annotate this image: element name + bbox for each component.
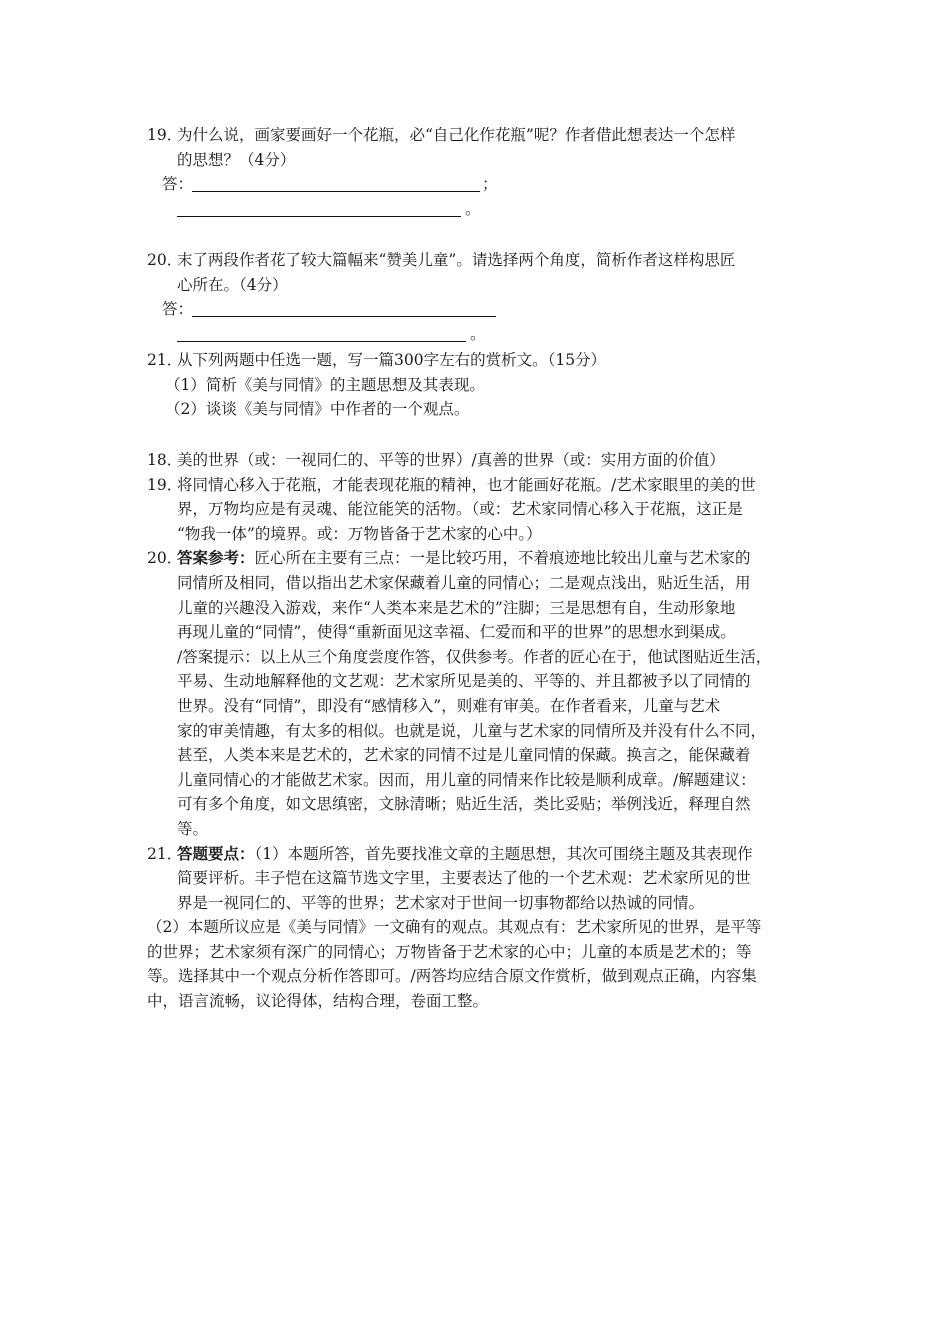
- question-number: 21．: [147, 351, 183, 369]
- answer-text: 界是一视同仁的、平等的世界；艺术家对于世间一切事物都给以热诚的同情。: [177, 893, 705, 912]
- answer-punctuation: ；: [482, 175, 498, 194]
- answer-text: 甚至，人类本来是艺术的，艺术家的同情不过是儿童同情的保藏。换言之，能保藏着: [177, 746, 751, 765]
- question-text: 为什么说，画家要画好一个花瓶，必“自己化作花瓶”呢？作者借此想表达一个怎样: [177, 126, 736, 144]
- question-20: [147, 248, 817, 346]
- question-19: [147, 123, 817, 221]
- answer-text-first: [177, 842, 753, 867]
- answer-blank[interactable]: [192, 174, 480, 192]
- answer-text: 可有多个角度，如文思缜密，文脉清晰；贴近生活，类比妥贴；举例浅近，释理自然: [177, 795, 751, 814]
- answer-text: 等。选择其中一个观点分析作答即可。/两答均应结合原文作赏析，做到观点正确，内容集: [147, 967, 757, 986]
- answer-text: 中，语言流畅，议论得体，结构合理，卷面工整。: [147, 992, 489, 1011]
- answer-label: 答：: [162, 300, 194, 319]
- question-text: 末了两段作者花了较大篇幅来“赞美儿童”。请选择两个角度，简析作者这样构思匠: [177, 251, 736, 269]
- answer-punctuation: 。: [465, 199, 481, 218]
- answer-number: 21．: [147, 844, 183, 863]
- answer-text: 匠心所在主要有三点：一是比较巧用，不着痕迹地比较出儿童与艺术家的: [254, 549, 751, 568]
- answer-18: [147, 448, 817, 473]
- question-21: [147, 348, 817, 422]
- answer-label: 答：: [162, 175, 194, 194]
- question-number: 19．: [147, 126, 183, 144]
- answer-text: 平易、生动地解释他的文艺观：艺术家所见是美的、平等的、并且都被予以了同情的: [177, 672, 751, 691]
- answer-text: 家的审美情趣，有太多的相似。也就是说，儿童与艺术家的同情所及并没有什么不同，: [177, 721, 767, 740]
- question-option-2: （2）谈谈《美与同情》中作者的一个观点。: [165, 400, 470, 419]
- answer-21: [147, 842, 817, 867]
- answer-text: 等。: [177, 819, 209, 838]
- answer-number: 20．: [147, 549, 183, 568]
- answer-text-first: [177, 546, 751, 571]
- answer-text: 美的世界（或：一视同仁的、平等的世界）/真善的世界（或：实用方面的价值）: [177, 451, 725, 469]
- answer-number: 18．: [147, 451, 183, 469]
- answer-text: 的世界；艺术家须有深广的同情心；万物皆备于艺术家的心中；儿童的本质是艺术的；等: [147, 942, 752, 961]
- answer-key: [147, 448, 817, 1014]
- question-number: 20．: [147, 251, 183, 269]
- answer-blank[interactable]: [177, 199, 461, 217]
- answer-text: 同情所及相同，借以指出艺术家保藏着儿童的同情心；二是观点浅出，贴近生活，用: [177, 573, 751, 592]
- question-option-1: （1）简析《美与同情》的主题思想及其表现。: [165, 375, 485, 394]
- answer-blank[interactable]: [177, 324, 466, 342]
- answer-19: [147, 473, 817, 498]
- answer-text: 儿童的兴趣没入游戏，来作“人类本来是艺术的”注脚；三是思想有自，生动形象地: [177, 598, 736, 617]
- answer-text: 界，万物均应是有灵魂、能泣能笑的活物。（或：艺术家同情心移入于花瓶，这正是: [177, 500, 743, 519]
- answer-text: 简要评析。丰子恺在这篇节选文字里，主要表达了他的一个艺术观：艺术家所见的世: [177, 869, 751, 888]
- question-text: 从下列两题中任选一题，写一篇300字左右的赏析文。（15分）: [177, 351, 607, 369]
- answer-text: （1）本题所答，首先要找准文章的主题思想，其次可围绕主题及其表现作: [254, 844, 753, 863]
- answer-text: /答案提示：以上从三个角度尝度作答，仅供参考。作者的匠心在于，他试图贴近生活，: [177, 647, 772, 666]
- answer-20: [147, 546, 817, 571]
- answer-bold-label: 答题要点：: [177, 843, 255, 863]
- answer-text: “物我一体”的境界。或：万物皆备于艺术家的心中。）: [177, 524, 542, 543]
- answer-text: 将同情心移入于花瓶，才能表现花瓶的精神，也才能画好花瓶。/艺术家眼里的美的世: [177, 475, 756, 494]
- question-text: 心所在。（4分）: [177, 275, 288, 294]
- answer-punctuation: 。: [470, 324, 486, 343]
- answer-text: 世界。没有“同情”，即没有“感情移入”，则难有审美。在作者看来，儿童与艺术: [177, 696, 721, 715]
- answer-blank[interactable]: [192, 299, 496, 317]
- answer-number: 19．: [147, 475, 183, 494]
- answer-text: 儿童同情心的才能做艺术家。因而，用儿童的同情来作比较是顺利成章。/解题建议：: [177, 770, 756, 789]
- question-text: 的思想？（4分）: [177, 150, 296, 169]
- answer-text: （2）本题所议应是《美与同情》一文确有的观点。其观点有：艺术家所见的世界，是平等: [147, 918, 762, 937]
- answer-text: 再现儿童的“同情”，使得“重新面见这幸福、仁爱而和平的世界”的思想水到渠成。: [177, 623, 736, 642]
- answer-bold-label: 答案参考：: [177, 548, 255, 568]
